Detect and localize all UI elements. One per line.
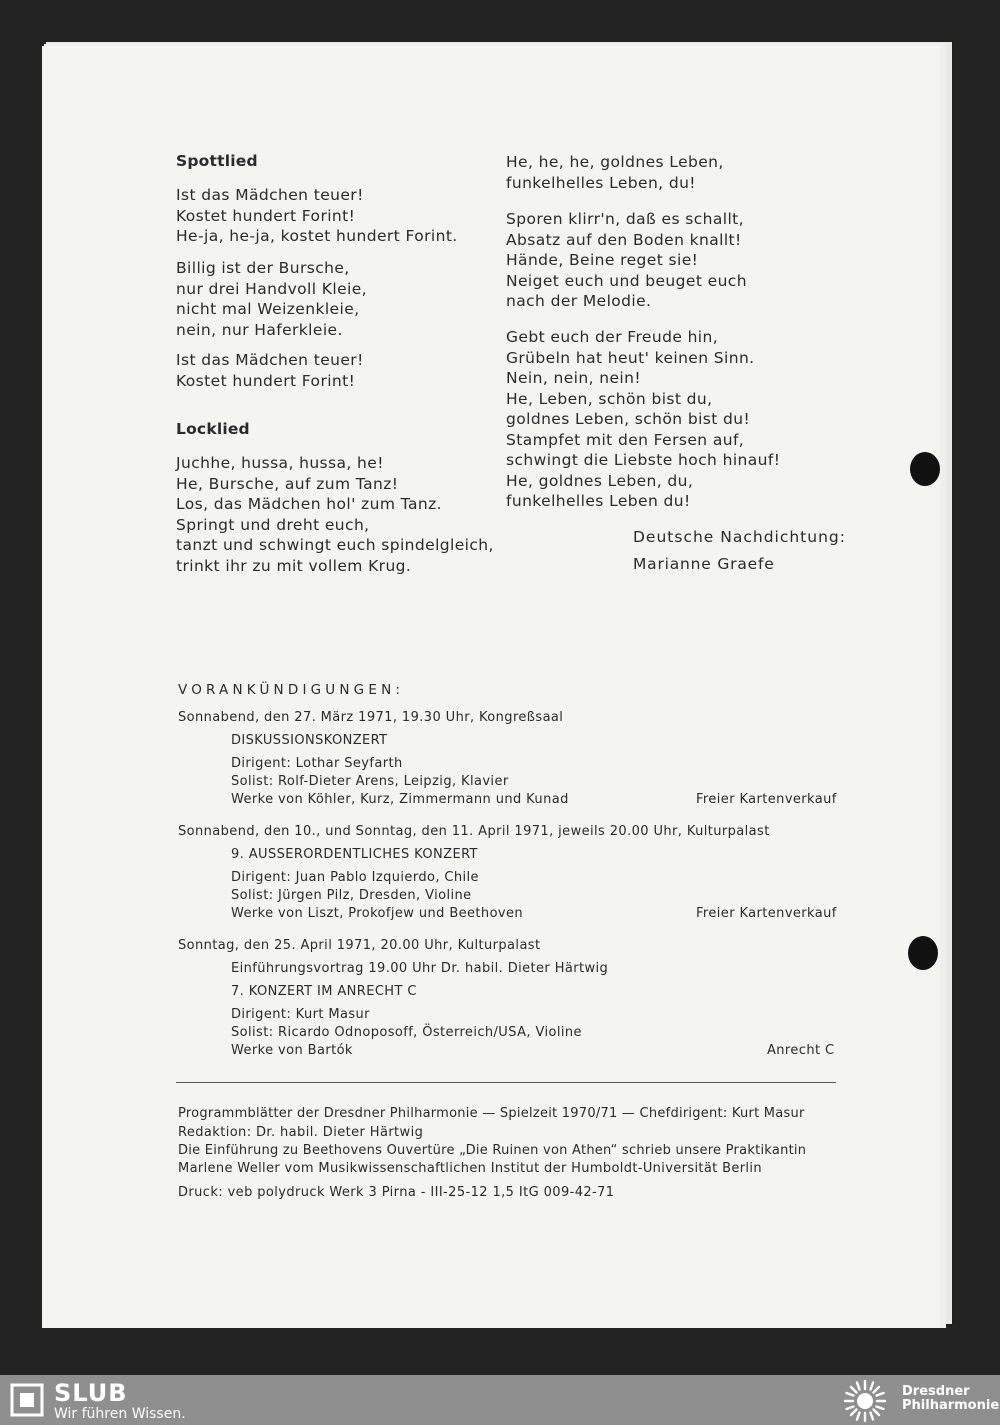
event-concert-title: 7. KONZERT IM ANRECHT C (231, 984, 417, 999)
spottlied-stanza-3 (176, 350, 364, 391)
poem-line: Ist das Mädchen teuer! (176, 351, 364, 369)
event-tickets: Freier Kartenverkauf (696, 906, 837, 921)
poem-line: Grübeln hat heut' keinen Sinn. (506, 348, 755, 367)
poem-line: Billig ist der Bursche, (176, 259, 350, 277)
locklied-title: Locklied (176, 420, 250, 438)
slub-brand[interactable]: SLUB (54, 1379, 128, 1407)
punch-hole-top (910, 452, 940, 486)
poem-line: Kostet hundert Forint! (176, 371, 356, 390)
event-works: Werke von Köhler, Kurz, Zimmermann und Kunad (231, 792, 569, 807)
event-conductor: Dirigent: Kurt Masur (231, 1007, 370, 1022)
event-date: Sonnabend, den 27. März 1971, 19.30 Uhr, Kongreßsaal (178, 710, 564, 725)
poem-line: Gebt euch der Freude hin, (506, 328, 719, 346)
poem-line: He, Bursche, auf zum Tanz! (176, 474, 399, 493)
slub-tagline: Wir führen Wissen. (54, 1406, 186, 1422)
spottlied-stanza-1 (176, 185, 458, 247)
poem-line: Stampfet mit den Fersen auf, (506, 430, 745, 449)
colophon-line: Die Einführung zu Beethovens Ouvertüre „Die Ruinen von Athen“ schrieb unsere Praktikantin (178, 1143, 807, 1158)
spottlied-stanza-2 (176, 258, 367, 340)
colophon-line: Redaktion: Dr. habil. Dieter Härtwig (178, 1125, 424, 1140)
event-tickets: Anrecht C (767, 1043, 835, 1058)
event-introduction: Einführungsvortrag 19.00 Uhr Dr. habil. Dieter Härtwig (231, 961, 609, 976)
event-conductor: Dirigent: Juan Pablo Izquierdo, Chile (231, 870, 479, 885)
announcements-title: VORANKÜNDIGUNGEN: (178, 682, 405, 698)
right-stanza-3 (506, 327, 780, 512)
poem-line: Ist das Mädchen teuer! (176, 186, 364, 204)
locklied-stanza (176, 453, 494, 576)
colophon-line: Programmblätter der Dresdner Philharmonie — Spielzeit 1970/71 — Chefdirigent: Kurt Masur (178, 1106, 805, 1121)
right-stanza-1 (506, 152, 724, 193)
slub-logo-icon[interactable] (10, 1383, 44, 1417)
poem-line: nicht mal Weizenkleie, (176, 300, 360, 318)
event-works: Werke von Bartók (231, 1043, 353, 1058)
event-concert-title: 9. AUSSERORDENTLICHES KONZERT (231, 847, 478, 862)
philharmonie-logo-icon[interactable] (842, 1378, 888, 1424)
poem-line: Juchhe, hussa, hussa, he! (176, 454, 384, 472)
event-soloist: Solist: Ricardo Odnoposoff, Österreich/USA, Violine (231, 1025, 582, 1040)
poem-line: He-ja, he-ja, kostet hundert Forint. (176, 227, 458, 245)
footer-bar (0, 1375, 1000, 1425)
event-concert-title: DISKUSSIONSKONZERT (231, 733, 388, 748)
philharmonie-brand-line: Philharmonie (902, 1398, 1000, 1413)
colophon-print: Druck: veb polydruck Werk 3 Pirna - III-25-12 1,5 ItG 009-42-71 (178, 1185, 615, 1200)
poem-line: trinkt ihr zu mit vollem Krug. (176, 556, 412, 575)
spottlied-title: Spottlied (176, 152, 258, 170)
philharmonie-brand-line: Dresdner (902, 1384, 970, 1399)
poem-line: He, goldnes Leben, du, (506, 471, 694, 490)
event-soloist: Solist: Jürgen Pilz, Dresden, Violine (231, 888, 472, 903)
right-stanza-2 (506, 209, 747, 312)
poem-line: He, he, he, goldnes Leben, (506, 153, 724, 171)
event-tickets: Freier Kartenverkauf (696, 792, 837, 807)
poem-line: schwingt die Liebste hoch hinauf! (506, 451, 781, 469)
poem-line: Absatz auf den Boden knallt! (506, 230, 742, 249)
colophon-line: Marlene Weller vom Musikwissenschaftlichen Institut der Humboldt-Universität Berlin (178, 1161, 762, 1176)
translation-credit-name: Marianne Graefe (633, 555, 775, 573)
poem-line: nach der Melodie. (506, 292, 652, 310)
poem-line: Springt und dreht euch, (176, 515, 370, 534)
poem-line: Neiget euch und beuget euch (506, 271, 747, 290)
event-works: Werke von Liszt, Prokofjew und Beethoven (231, 906, 524, 921)
poem-line: goldnes Leben, schön bist du! (506, 410, 751, 428)
punch-hole-bottom (908, 936, 938, 970)
event-conductor: Dirigent: Lothar Seyfarth (231, 756, 403, 771)
poem-line: tanzt und schwingt euch spindelgleich, (176, 536, 494, 554)
poem-line: Sporen klirr'n, daß es schallt, (506, 210, 744, 228)
poem-line: nur drei Handvoll Kleie, (176, 279, 367, 298)
event-date: Sonntag, den 25. April 1971, 20.00 Uhr, Kulturpalast (178, 938, 541, 953)
poem-line: funkelhelles Leben, du! (506, 173, 696, 192)
philharmonie-brand[interactable] (902, 1385, 999, 1413)
poem-line: Los, das Mädchen hol' zum Tanz. (176, 495, 442, 513)
poem-line: Nein, nein, nein! (506, 369, 641, 387)
poem-line: Kostet hundert Forint! (176, 206, 356, 225)
event-soloist: Solist: Rolf-Dieter Arens, Leipzig, Klavier (231, 774, 509, 789)
event-date: Sonnabend, den 10., und Sonntag, den 11. April 1971, jeweils 20.00 Uhr, Kulturpalast (178, 824, 770, 839)
poem-line: He, Leben, schön bist du, (506, 389, 713, 408)
poem-line: Hände, Beine reget sie! (506, 251, 699, 269)
poem-line: funkelhelles Leben du! (506, 492, 691, 510)
poem-line: nein, nur Haferkleie. (176, 320, 343, 339)
divider-rule (176, 1082, 836, 1083)
translation-credit-label: Deutsche Nachdichtung: (633, 528, 846, 546)
